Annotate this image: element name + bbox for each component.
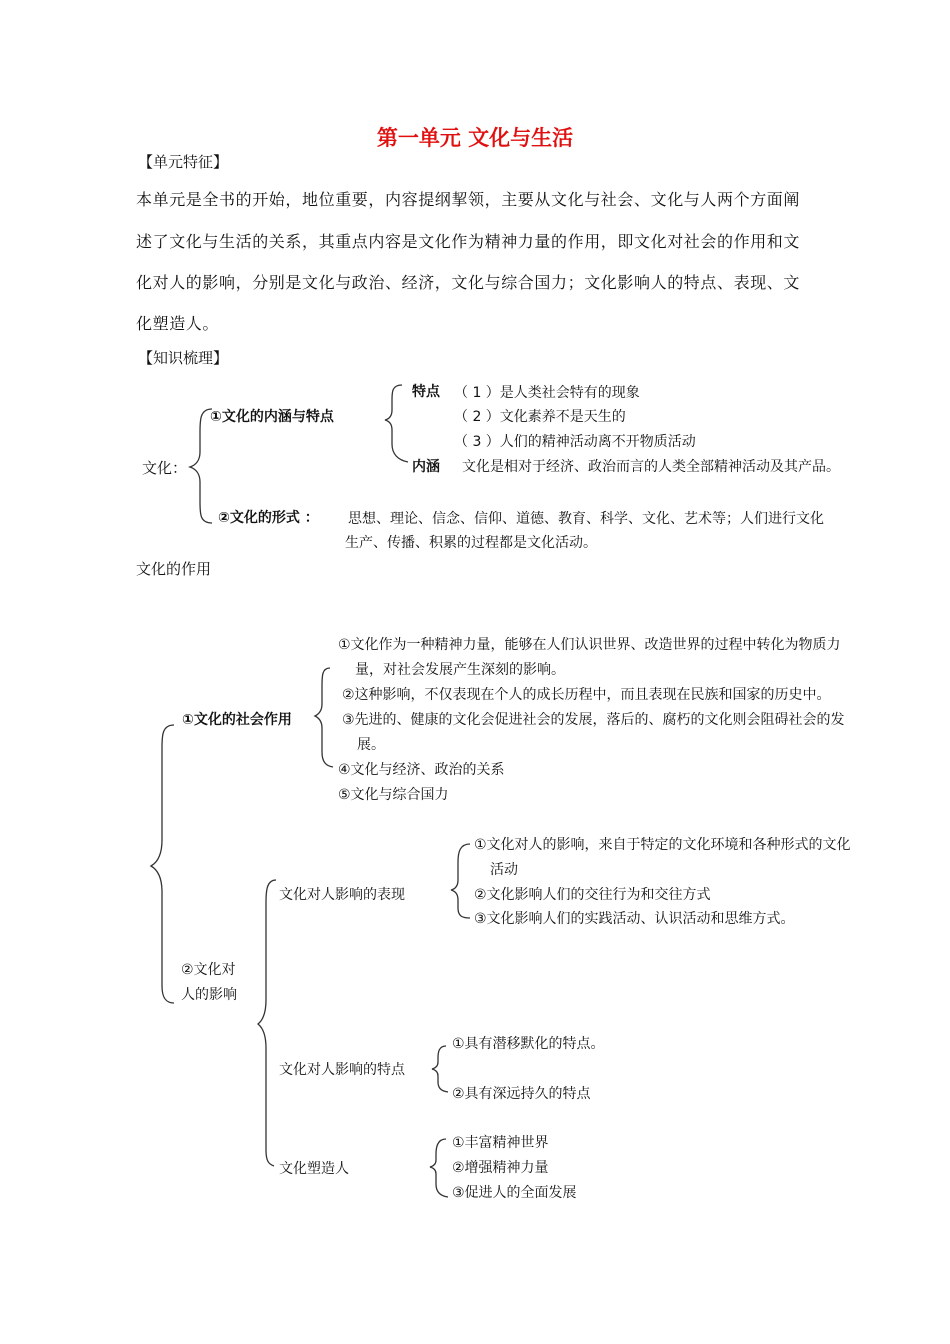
unit-features-line: 述了文化与生活的关系，其重点内容是文化作为精神力量的作用，即文化对社会的作用和文 [136, 232, 801, 251]
trait-item: ①具有潜移默化的特点。 [452, 1036, 605, 1052]
branch-forms: ②文化的形式 ： [218, 510, 319, 526]
forms-line: 生产、传播、积累的过程都是文化活动。 [345, 535, 597, 551]
knowledge-root-label: 文化： [142, 459, 188, 477]
root-brace [190, 409, 212, 523]
unit-features-line: 化塑造人。 [136, 314, 220, 333]
social-role-item: ④文化与经济、政治的关系 [338, 762, 505, 778]
feature-brace [385, 385, 408, 462]
role-brace [151, 725, 174, 1003]
role-heading: 文化的作用 [136, 560, 212, 578]
trait-item: ②具有深远持久的特点 [452, 1086, 591, 1102]
shape-label: 文化塑造人 [279, 1161, 349, 1177]
unit-features-line: 本单元是全书的开始，地位重要，内容提纲挈领，主要从文化与社会、文化与人两个方面阐 [136, 190, 801, 209]
expr-label: 文化对人影响的表现 [279, 887, 405, 903]
expr-item: ②文化影响人们的交往行为和交往方式 [474, 887, 711, 903]
feature-item: （ 1 ）是人类社会特有的现象 [454, 385, 640, 401]
trait-brace [432, 1046, 448, 1092]
branch-connotation-features: ①文化的内涵与特点 [210, 409, 334, 425]
feature-label: 特点 [412, 384, 440, 400]
connotation-text: 文化是相对于经济、政治而言的人类全部精神活动及其产品。 [462, 459, 840, 475]
social-role-item: ⑤文化与综合国力 [338, 787, 449, 803]
person-role-label: ②文化对 [181, 962, 236, 978]
social-brace [315, 668, 333, 767]
knowledge-heading: 【知识梳理】 [138, 349, 229, 367]
expr-item: 活动 [490, 862, 518, 878]
page-title: 第一单元 文化与生活 [376, 125, 574, 150]
unit-features-line: 化对人的影响，分别是文化与政治、经济，文化与综合国力；文化影响人的特点、表现、文 [136, 273, 801, 292]
unit-features-heading: 【单元特征】 [138, 153, 229, 171]
social-role-item: 量，对社会发展产生深刻的影响。 [355, 662, 565, 678]
social-role-label: ①文化的社会作用 [182, 712, 292, 728]
social-role-item: ②这种影响，不仅表现在个人的成长历程中，而且表现在民族和国家的历史中。 [342, 687, 831, 703]
connotation-label: 内涵 [412, 459, 440, 475]
shape-brace [430, 1139, 448, 1197]
trait-label: 文化对人影响的特点 [279, 1062, 405, 1078]
person-role-label: 人的影响 [181, 987, 237, 1003]
social-role-item: 展。 [357, 737, 385, 753]
shape-item: ③促进人的全面发展 [452, 1185, 577, 1201]
expr-item: ③文化影响人们的实践活动、认识活动和思维方式。 [474, 911, 795, 927]
shape-item: ②增强精神力量 [452, 1160, 549, 1176]
expr-brace [451, 844, 470, 918]
shape-item: ①丰富精神世界 [452, 1135, 549, 1151]
person-brace [258, 880, 276, 1166]
feature-item: （ 3 ）人们的精神活动离不开物质活动 [454, 434, 696, 450]
expr-item: ①文化对人的影响，来自于特定的文化环境和各种形式的文化 [474, 837, 851, 853]
social-role-item: ①文化作为一种精神力量，能够在人们认识世界、改造世界的过程中转化为物质力 [338, 637, 841, 653]
social-role-item: ③先进的、健康的文化会促进社会的发展，落后的、腐朽的文化则会阻碍社会的发 [342, 712, 845, 728]
feature-item: （ 2 ）文化素养不是天生的 [454, 409, 626, 425]
forms-line: 思想、理论、信念、信仰、道德、教育、科学、文化、艺术等；人们进行文化 [348, 511, 824, 527]
